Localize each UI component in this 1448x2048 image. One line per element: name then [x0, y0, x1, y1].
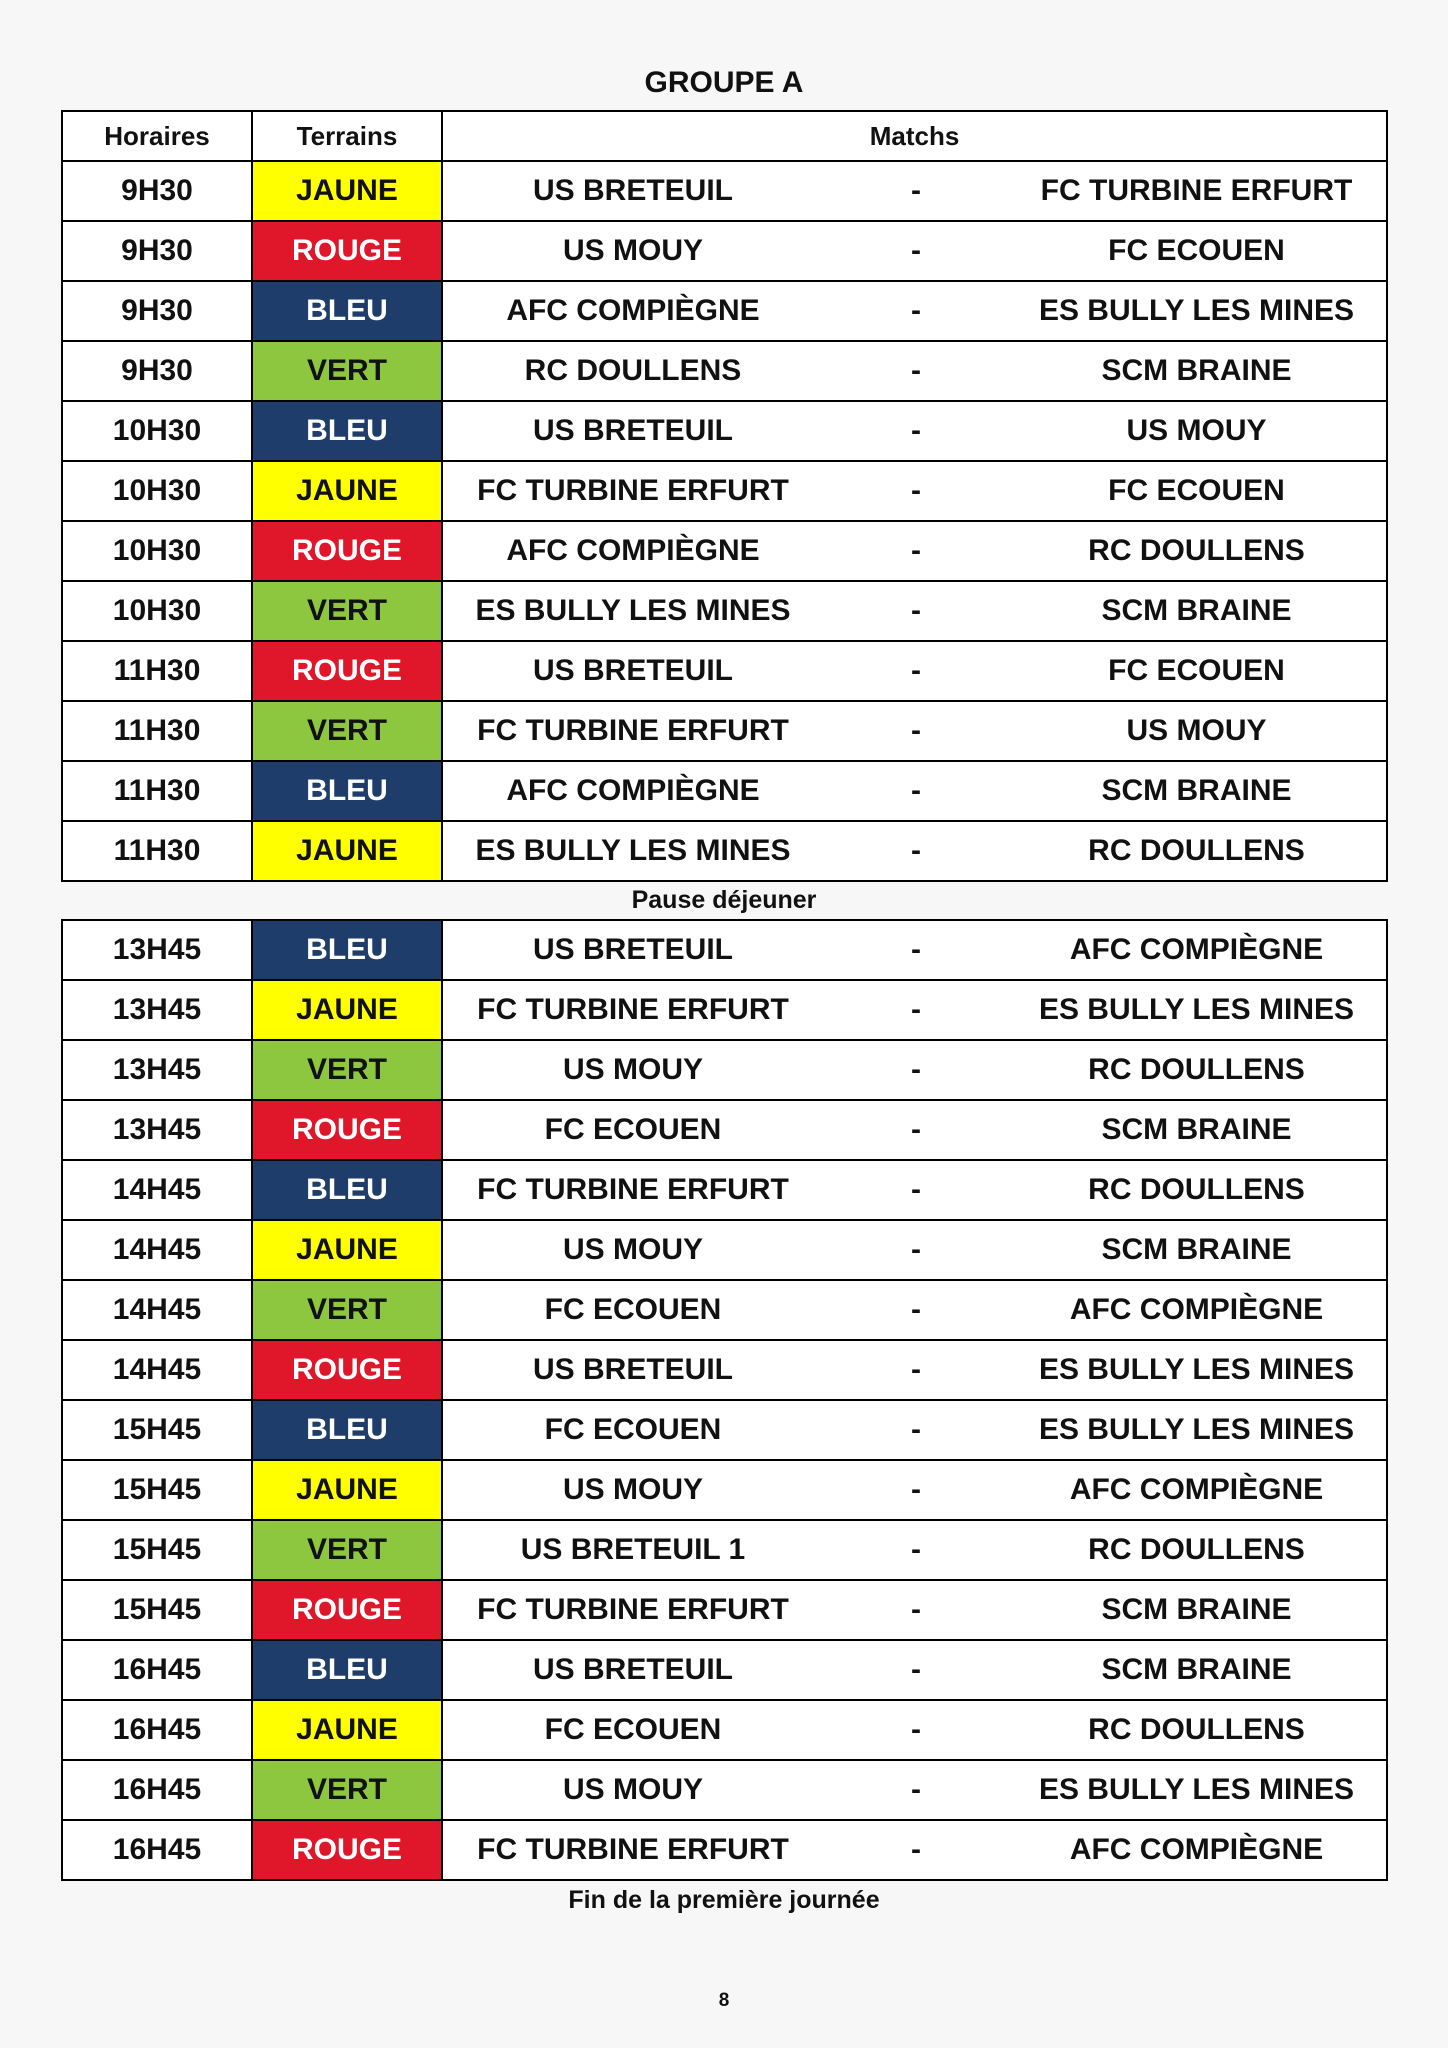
home-team: FC TURBINE ERFURT [477, 714, 789, 747]
match-cell [442, 1580, 1387, 1640]
lunch-break-label: Pause déjeuner [631, 886, 817, 914]
header-row [62, 111, 1387, 161]
away-team: US MOUY [1126, 414, 1267, 447]
match-time: 15H45 [62, 1460, 252, 1520]
match-cell [442, 1220, 1387, 1280]
versus-separator: - [911, 354, 921, 387]
match-cell [442, 1340, 1387, 1400]
terrain-cell: VERT [252, 1760, 442, 1820]
terrain-cell: JAUNE [252, 461, 442, 521]
match-row [62, 641, 1387, 701]
match-row [62, 980, 1387, 1040]
terrain-cell: ROUGE [252, 521, 442, 581]
away-team: ES BULLY LES MINES [1038, 1353, 1355, 1386]
away-team: SCM BRAINE [1101, 1653, 1292, 1686]
versus-separator: - [911, 1233, 921, 1266]
home-team: FC ECOUEN [544, 1713, 722, 1746]
match-time: 11H30 [62, 641, 252, 701]
away-team: SCM BRAINE [1101, 354, 1292, 387]
match-row [62, 1400, 1387, 1460]
match-time: 13H45 [62, 920, 252, 980]
terrain-cell: JAUNE [252, 1700, 442, 1760]
terrain-cell: ROUGE [252, 1820, 442, 1880]
away-team: RC DOULLENS [1088, 1533, 1305, 1566]
match-cell [442, 1520, 1387, 1580]
morning-rows [62, 161, 1387, 881]
match-time: 11H30 [62, 821, 252, 881]
match-cell [442, 1400, 1387, 1460]
away-team: RC DOULLENS [1088, 1173, 1305, 1206]
away-team: ES BULLY LES MINES [1038, 1773, 1355, 1806]
match-cell [442, 920, 1387, 980]
page-title: GROUPE A [644, 66, 804, 99]
match-time: 9H30 [62, 281, 252, 341]
home-team: US MOUY [562, 1053, 703, 1086]
versus-separator: - [911, 834, 921, 867]
match-cell [442, 701, 1387, 761]
terrain-cell: VERT [252, 1520, 442, 1580]
match-time: 9H30 [62, 161, 252, 221]
match-cell [442, 1040, 1387, 1100]
home-team: AFC COMPIÈGNE [506, 774, 760, 807]
home-team: ES BULLY LES MINES [475, 594, 791, 627]
match-row [62, 1040, 1387, 1100]
away-team: AFC COMPIÈGNE [1069, 933, 1324, 966]
terrain-cell: BLEU [252, 920, 442, 980]
away-team: RC DOULLENS [1088, 534, 1305, 567]
home-team: US BRETEUIL [532, 933, 733, 966]
terrain-cell: ROUGE [252, 1580, 442, 1640]
match-row [62, 821, 1387, 881]
terrain-cell: JAUNE [252, 161, 442, 221]
match-row [62, 1520, 1387, 1580]
match-cell [442, 401, 1387, 461]
away-team: FC ECOUEN [1108, 474, 1285, 507]
match-cell [442, 821, 1387, 881]
match-time: 16H45 [62, 1640, 252, 1700]
match-time: 15H45 [62, 1520, 252, 1580]
match-cell [442, 761, 1387, 821]
terrain-cell: BLEU [252, 1400, 442, 1460]
match-time: 16H45 [62, 1760, 252, 1820]
versus-separator: - [911, 474, 921, 507]
match-row [62, 1100, 1387, 1160]
match-row [62, 1580, 1387, 1640]
away-team: RC DOULLENS [1088, 1053, 1305, 1086]
match-time: 15H45 [62, 1580, 252, 1640]
versus-separator: - [911, 1773, 921, 1806]
away-team: FC ECOUEN [1108, 654, 1285, 687]
match-cell [442, 1460, 1387, 1520]
versus-separator: - [911, 1173, 921, 1206]
versus-separator: - [911, 174, 921, 207]
versus-separator: - [911, 234, 921, 267]
away-team: SCM BRAINE [1101, 594, 1292, 627]
home-team: FC TURBINE ERFURT [477, 474, 789, 507]
versus-separator: - [911, 1593, 921, 1626]
match-cell [442, 281, 1387, 341]
header-matchs: Matchs [442, 111, 1387, 161]
versus-separator: - [911, 1833, 921, 1866]
match-row [62, 461, 1387, 521]
match-time: 10H30 [62, 401, 252, 461]
versus-separator: - [911, 1053, 921, 1086]
home-team: US MOUY [562, 1773, 703, 1806]
home-team: FC TURBINE ERFURT [477, 1833, 789, 1866]
match-cell [442, 1160, 1387, 1220]
versus-separator: - [911, 1713, 921, 1746]
away-team: FC ECOUEN [1108, 234, 1285, 267]
match-time: 9H30 [62, 341, 252, 401]
home-team: ES BULLY LES MINES [475, 834, 791, 867]
match-cell [442, 1280, 1387, 1340]
match-row [62, 1280, 1387, 1340]
terrain-cell: BLEU [252, 401, 442, 461]
versus-separator: - [911, 993, 921, 1026]
away-team: FC TURBINE ERFURT [1040, 174, 1353, 207]
match-row [62, 761, 1387, 821]
match-time: 10H30 [62, 581, 252, 641]
versus-separator: - [911, 1113, 921, 1146]
home-team: AFC COMPIÈGNE [506, 534, 760, 567]
match-time: 13H45 [62, 980, 252, 1040]
terrain-cell: ROUGE [252, 1100, 442, 1160]
match-time: 15H45 [62, 1400, 252, 1460]
terrain-cell: VERT [252, 341, 442, 401]
terrain-cell: ROUGE [252, 641, 442, 701]
versus-separator: - [911, 414, 921, 447]
match-cell [442, 1640, 1387, 1700]
match-row [62, 1220, 1387, 1280]
home-team: US BRETEUIL [532, 414, 733, 447]
terrain-cell: VERT [252, 1280, 442, 1340]
home-team: AFC COMPIÈGNE [506, 294, 760, 327]
match-time: 13H45 [62, 1040, 252, 1100]
away-team: SCM BRAINE [1101, 1233, 1292, 1266]
home-team: FC ECOUEN [544, 1413, 722, 1446]
match-cell [442, 641, 1387, 701]
away-team: AFC COMPIÈGNE [1069, 1833, 1324, 1866]
match-time: 14H45 [62, 1220, 252, 1280]
away-team: RC DOULLENS [1088, 1713, 1305, 1746]
match-row [62, 1700, 1387, 1760]
page-number: 8 [718, 1990, 730, 2011]
versus-separator: - [911, 654, 921, 687]
terrain-cell: JAUNE [252, 1220, 442, 1280]
match-row [62, 1760, 1387, 1820]
match-time: 9H30 [62, 221, 252, 281]
home-team: US BRETEUIL [532, 174, 733, 207]
versus-separator: - [911, 1473, 921, 1506]
match-time: 16H45 [62, 1700, 252, 1760]
match-row [62, 521, 1387, 581]
home-team: FC ECOUEN [544, 1113, 722, 1146]
home-team: US BRETEUIL [532, 1353, 733, 1386]
match-row [62, 1820, 1387, 1880]
home-team: US BRETEUIL [532, 654, 733, 687]
terrain-cell: VERT [252, 1040, 442, 1100]
away-team: ES BULLY LES MINES [1038, 294, 1355, 327]
match-row [62, 401, 1387, 461]
afternoon-rows [62, 920, 1387, 1880]
versus-separator: - [911, 534, 921, 567]
terrain-cell: VERT [252, 581, 442, 641]
home-team: FC TURBINE ERFURT [477, 993, 789, 1026]
terrain-cell: BLEU [252, 761, 442, 821]
home-team: US BRETEUIL [532, 1653, 733, 1686]
terrain-cell: JAUNE [252, 980, 442, 1040]
match-row [62, 581, 1387, 641]
versus-separator: - [911, 594, 921, 627]
match-row [62, 161, 1387, 221]
match-row [62, 920, 1387, 980]
match-cell [442, 1100, 1387, 1160]
match-time: 13H45 [62, 1100, 252, 1160]
versus-separator: - [911, 1413, 921, 1446]
away-team: AFC COMPIÈGNE [1069, 1473, 1324, 1506]
match-row [62, 1460, 1387, 1520]
terrain-cell: VERT [252, 701, 442, 761]
versus-separator: - [911, 1533, 921, 1566]
home-team: FC ECOUEN [544, 1293, 722, 1326]
terrain-cell: JAUNE [252, 821, 442, 881]
header-horaires: Horaires [62, 111, 252, 161]
match-time: 14H45 [62, 1160, 252, 1220]
home-team: RC DOULLENS [524, 354, 742, 387]
match-time: 16H45 [62, 1820, 252, 1880]
away-team: RC DOULLENS [1088, 834, 1305, 867]
versus-separator: - [911, 714, 921, 747]
match-time: 10H30 [62, 461, 252, 521]
header-terrains: Terrains [252, 111, 442, 161]
home-team: US BRETEUIL 1 [520, 1533, 746, 1566]
terrain-cell: BLEU [252, 1640, 442, 1700]
away-team: SCM BRAINE [1101, 774, 1292, 807]
match-row [62, 341, 1387, 401]
versus-separator: - [911, 933, 921, 966]
match-cell [442, 521, 1387, 581]
home-team: US MOUY [562, 1233, 703, 1266]
schedule-header [62, 111, 1387, 161]
home-team: FC TURBINE ERFURT [477, 1173, 789, 1206]
terrain-cell: ROUGE [252, 221, 442, 281]
match-cell [442, 980, 1387, 1040]
match-row [62, 1160, 1387, 1220]
versus-separator: - [911, 1653, 921, 1686]
match-time: 11H30 [62, 761, 252, 821]
terrain-cell: ROUGE [252, 1340, 442, 1400]
match-cell [442, 581, 1387, 641]
match-cell [442, 341, 1387, 401]
match-row [62, 701, 1387, 761]
terrain-cell: BLEU [252, 1160, 442, 1220]
match-cell [442, 1760, 1387, 1820]
schedule-table-morning [61, 110, 1388, 882]
match-row [62, 1340, 1387, 1400]
match-row [62, 221, 1387, 281]
match-row [62, 281, 1387, 341]
schedule-table-afternoon [61, 919, 1388, 1881]
away-team: SCM BRAINE [1101, 1113, 1292, 1146]
home-team: US MOUY [562, 234, 703, 267]
terrain-cell: BLEU [252, 281, 442, 341]
away-team: AFC COMPIÈGNE [1069, 1293, 1324, 1326]
match-cell [442, 221, 1387, 281]
versus-separator: - [911, 1353, 921, 1386]
match-cell [442, 461, 1387, 521]
versus-separator: - [911, 1293, 921, 1326]
match-time: 10H30 [62, 521, 252, 581]
terrain-cell: JAUNE [252, 1460, 442, 1520]
away-team: ES BULLY LES MINES [1038, 1413, 1355, 1446]
match-cell [442, 1700, 1387, 1760]
match-time: 14H45 [62, 1340, 252, 1400]
match-cell [442, 161, 1387, 221]
home-team: FC TURBINE ERFURT [477, 1593, 789, 1626]
away-team: ES BULLY LES MINES [1038, 993, 1355, 1026]
versus-separator: - [911, 294, 921, 327]
match-time: 14H45 [62, 1280, 252, 1340]
home-team: US MOUY [562, 1473, 703, 1506]
versus-separator: - [911, 774, 921, 807]
end-of-day-label: Fin de la première journée [568, 1886, 880, 1914]
match-row [62, 1640, 1387, 1700]
away-team: US MOUY [1126, 714, 1267, 747]
match-time: 11H30 [62, 701, 252, 761]
away-team: SCM BRAINE [1101, 1593, 1292, 1626]
match-cell [442, 1820, 1387, 1880]
